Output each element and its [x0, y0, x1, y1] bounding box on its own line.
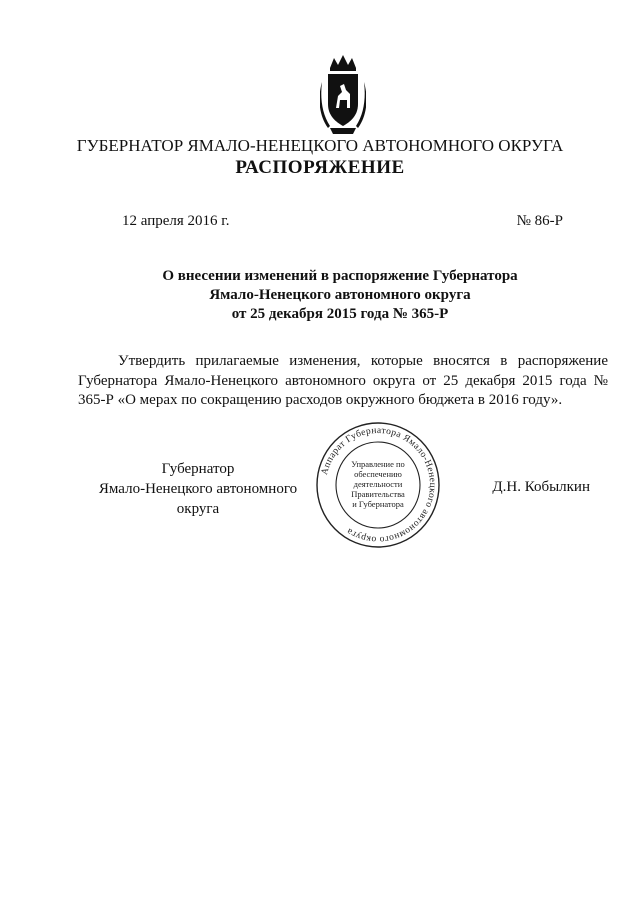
authority-title: ГУБЕРНАТОР ЯМАЛО-НЕНЕЦКОГО АВТОНОМНОГО ОКРУГА	[76, 136, 564, 155]
signatory-title-line: Губернатор	[161, 461, 235, 477]
subject-line: О внесении изменений в распоряжение Губернатора	[162, 268, 518, 284]
subject-line: Ямало-Ненецкого автономного округа	[209, 287, 471, 303]
coat-of-arms-icon	[320, 52, 366, 136]
signatory-name: Д.Н. Кобылкин	[492, 479, 590, 495]
body-paragraph: Утвердить прилагаемые изменения, которые вносятся в распоряжение Губернатора Ямало-Ненецкого автономного округа от 25 декабря 2015 года № 365-Р «О мерах по сокращению расходов окружного бюджета в 2016 году».	[78, 353, 608, 408]
seal-outer-text: Аппарат Губернатора Ямало-Ненецкого автономного округа	[320, 425, 438, 545]
seal-line: обеспечению	[354, 469, 402, 479]
subject-line: от 25 декабря 2015 года № 365-Р	[231, 306, 449, 322]
seal-line: деятельности	[353, 479, 403, 489]
seal-line: и Губернатора	[352, 499, 404, 509]
document-subject	[60, 267, 620, 324]
document-type: РАСПОРЯЖЕНИЕ	[235, 157, 405, 178]
seal-line: Управление по	[351, 459, 405, 469]
signatory-title-line: Ямало-Ненецкого автономного округа	[98, 481, 298, 517]
document-date: 12 апреля 2016 г.	[122, 213, 230, 229]
document-number: № 86-Р	[516, 213, 563, 229]
seal-line: Правительства	[351, 489, 405, 499]
signatory-title	[78, 459, 318, 519]
official-seal-stamp	[314, 420, 442, 550]
